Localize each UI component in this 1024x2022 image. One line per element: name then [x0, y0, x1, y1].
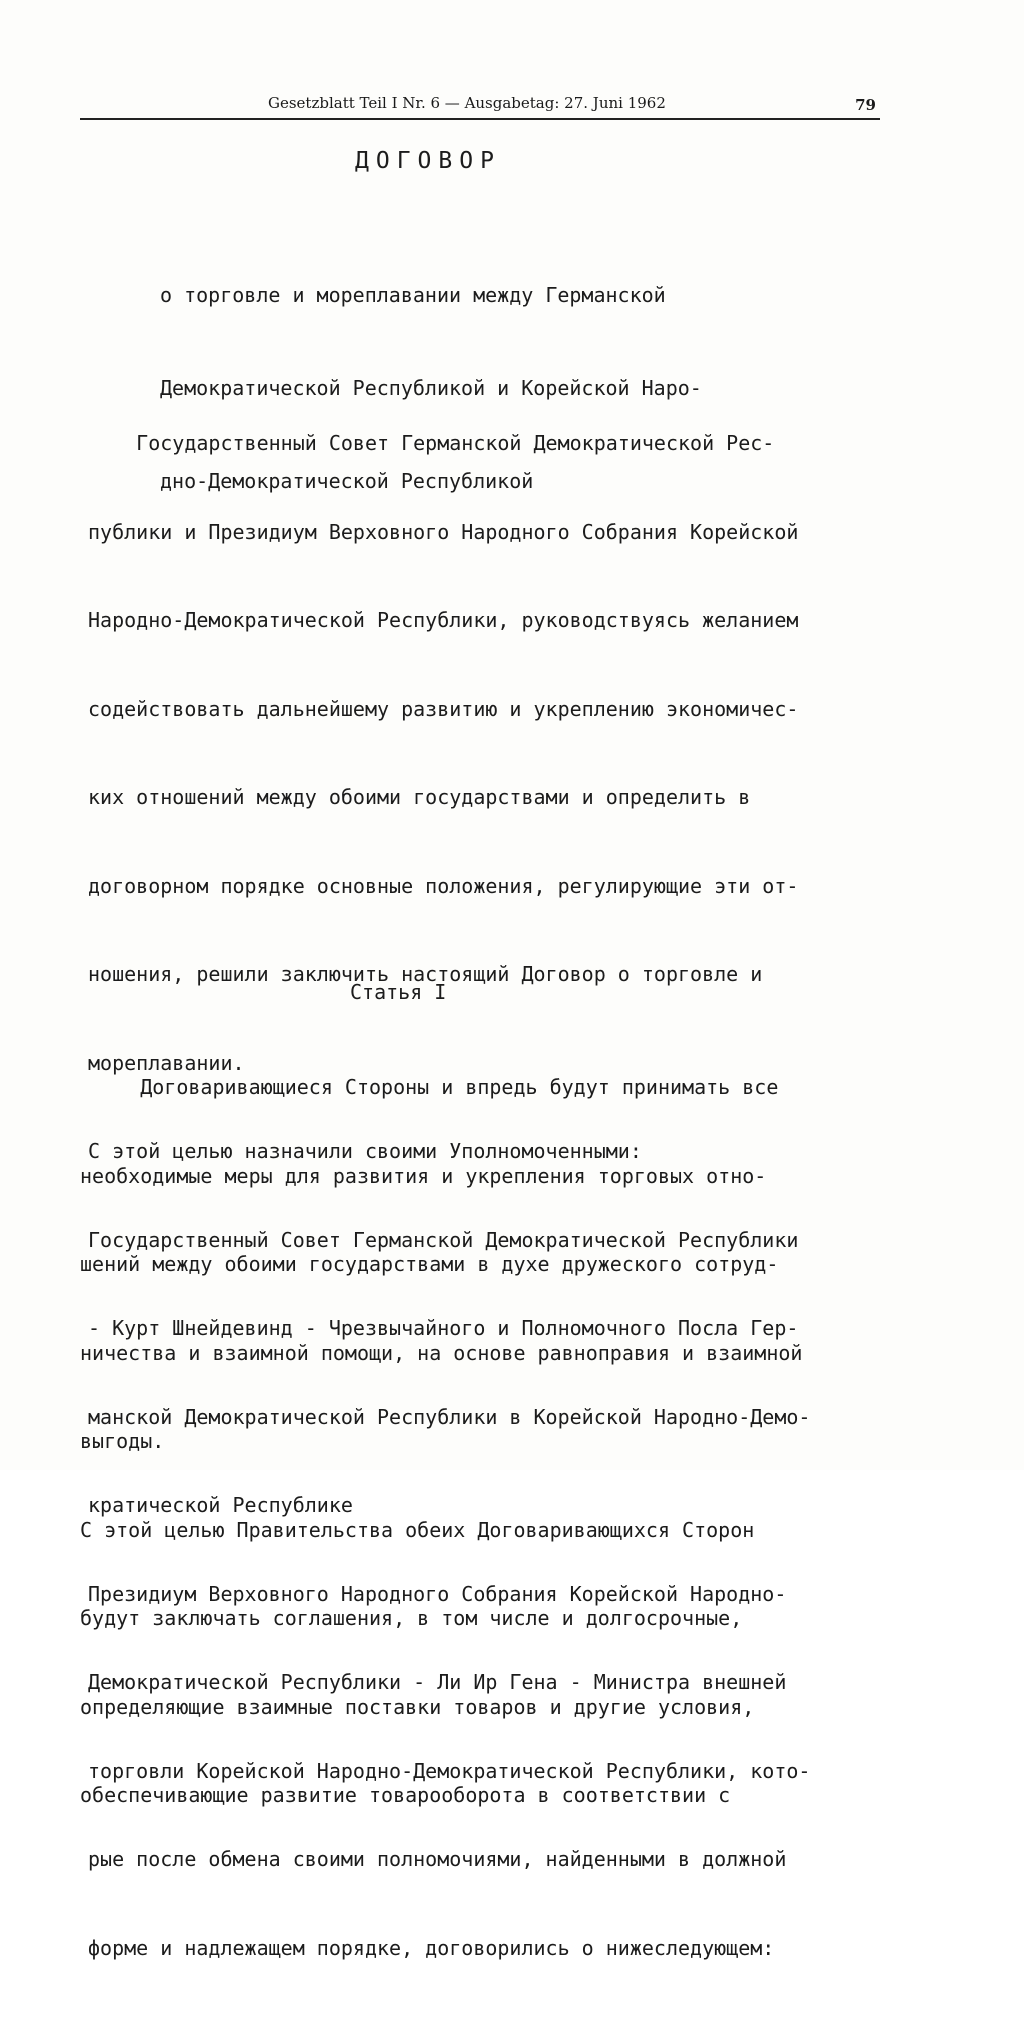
subtitle-line: о торговле и мореплавании между Германской	[160, 283, 666, 307]
article-line: определяющие взаимные поставки товаров и другие условия,	[80, 1694, 755, 1719]
article-line: шений между обоими государствами в духе дружеского сотруд-	[80, 1252, 779, 1276]
preamble-line: публики и Президиум Верховного Народного Собрания Корейской	[88, 519, 799, 544]
subtitle-line: дно-Демократической Республикой	[160, 469, 534, 493]
article-line: выгоды.	[80, 1429, 165, 1453]
preamble-line: Народно-Демократической Республики, руководствуясь желанием	[88, 608, 799, 632]
document-title: ДОГОВОР	[355, 148, 501, 174]
preamble-line: мореплавании.	[88, 1050, 245, 1075]
article-line: обеспечивающие развитие товарооборота в соответствии с	[80, 1783, 731, 1807]
article-line: необходимые меры для развития и укрепления торговых отно-	[80, 1163, 767, 1188]
article-line: ничества и взаимной помощи, на основе равноправия и взаимной	[80, 1340, 803, 1365]
article-line: будут заключать соглашения, в том числе и долгосрочные,	[80, 1606, 743, 1630]
preamble-line: ких отношений между обоими государствами и определить в	[88, 785, 751, 809]
page-number: 79	[855, 96, 876, 114]
preamble-line: рые после обмена своими полномочиями, найденными в должной	[88, 1847, 787, 1871]
preamble-line: С этой целью назначили своими Уполномоченными:	[88, 1139, 642, 1163]
article-line: Договаривающиеся Стороны и впредь будут принимать все	[80, 1075, 779, 1099]
preamble-line: кратической Республике	[88, 1493, 353, 1517]
preamble-line: ношения, решили заключить настоящий Договор о торговле и	[88, 962, 763, 986]
article-body	[80, 1014, 880, 1870]
subtitle-line: Демократической Республикой и Корейской Наро-	[160, 376, 702, 400]
article-line: С этой целью Правительства обеих Договаривающихся Сторон	[80, 1517, 755, 1542]
preamble-line: торговли Корейской Народно-Демократической Республики, кото-	[88, 1758, 811, 1783]
preamble-line: Государственный Совет Германской Демократической Республики	[88, 1227, 799, 1252]
preamble-line: - Курт Шнейдевинд - Чрезвычайного и Полномочного Посла Гер-	[88, 1316, 799, 1340]
preamble-line: договорном порядке основные положения, регулирующие эти от-	[88, 873, 799, 898]
preamble-line: Государственный Совет Германской Демократической Рес-	[88, 431, 775, 455]
preamble-line: форме и надлежащем порядке, договорились о нижеследующем:	[88, 1935, 775, 1960]
preamble-line: содействовать дальнейшему развитию и укреплению экономичес-	[88, 696, 799, 721]
preamble-line: Президиум Верховного Народного Собрания Корейской Народно-	[88, 1581, 787, 1606]
running-title: Gesetzblatt Teil I Nr. 6 — Ausgabetag: 27. Juni 1962	[268, 94, 666, 112]
running-header	[80, 94, 880, 120]
article-heading: Статья I	[350, 980, 447, 1004]
preamble-line: манской Демократической Республики в Корейской Народно-Демо-	[88, 1404, 811, 1429]
preamble-line: Демократической Республики - Ли Ир Гена - Министра внешней	[88, 1670, 787, 1694]
